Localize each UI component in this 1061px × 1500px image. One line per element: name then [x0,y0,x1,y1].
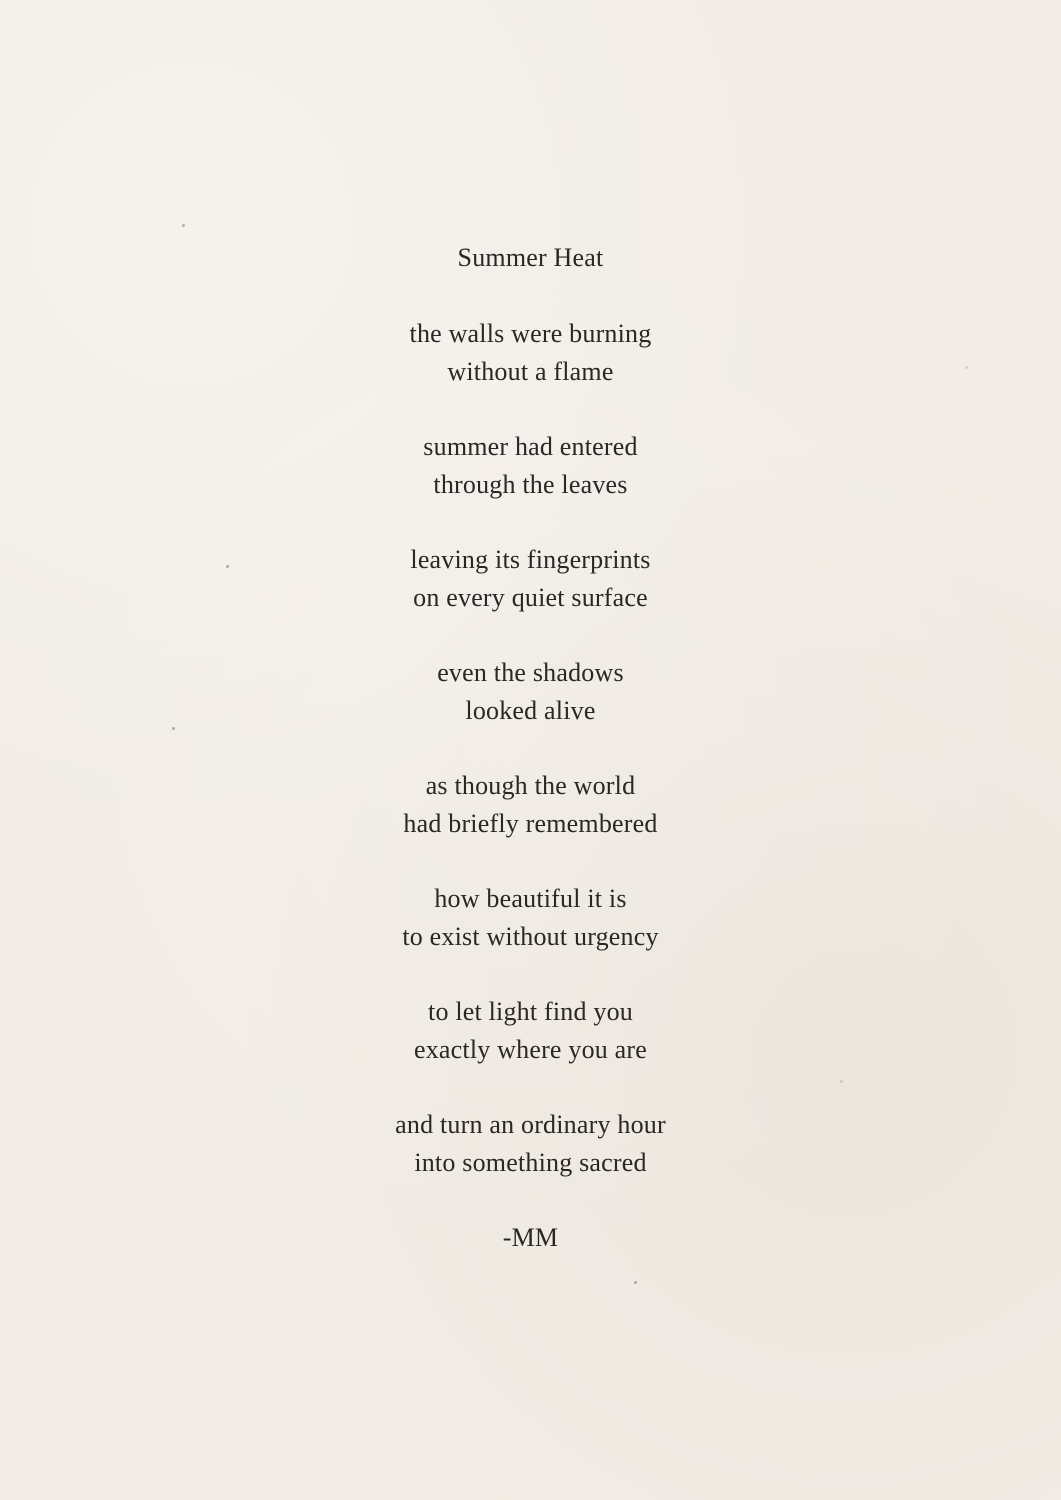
stanza-6 [0,880,1061,956]
poem-line: without a flame [447,357,614,386]
poem-line: exactly where you are [413,1035,648,1064]
poem-line: to exist without urgency [402,922,659,951]
poem-line: summer had entered [423,432,638,461]
poem-line: and turn an ordinary hour [395,1110,666,1139]
poem-line: through the leaves [433,470,628,499]
poem-line: on every quiet surface [413,583,648,612]
poem-signature: -MM [502,1223,559,1252]
poem-line: leaving its fingerprints [410,545,651,574]
stanza-5 [0,767,1061,843]
stanza-1 [0,315,1061,391]
poem-title: Summer Heat [457,243,604,272]
stanza-4 [0,654,1061,730]
poem-line: to let light find you [428,997,633,1026]
poem [0,239,1061,1257]
poem-line: had briefly remembered [403,809,658,838]
poem-line: as though the world [425,771,636,800]
poem-line: even the shadows [437,658,624,687]
paper-speck [634,1281,637,1284]
poem-line: the walls were burning [409,319,652,348]
poem-line: into something sacred [414,1148,647,1177]
poem-line: looked alive [465,696,596,725]
paper-speck [182,224,185,227]
stanza-8 [0,1106,1061,1182]
stanza-3 [0,541,1061,617]
poem-line: how beautiful it is [434,884,627,913]
stanza-7 [0,993,1061,1069]
stanza-2 [0,428,1061,504]
